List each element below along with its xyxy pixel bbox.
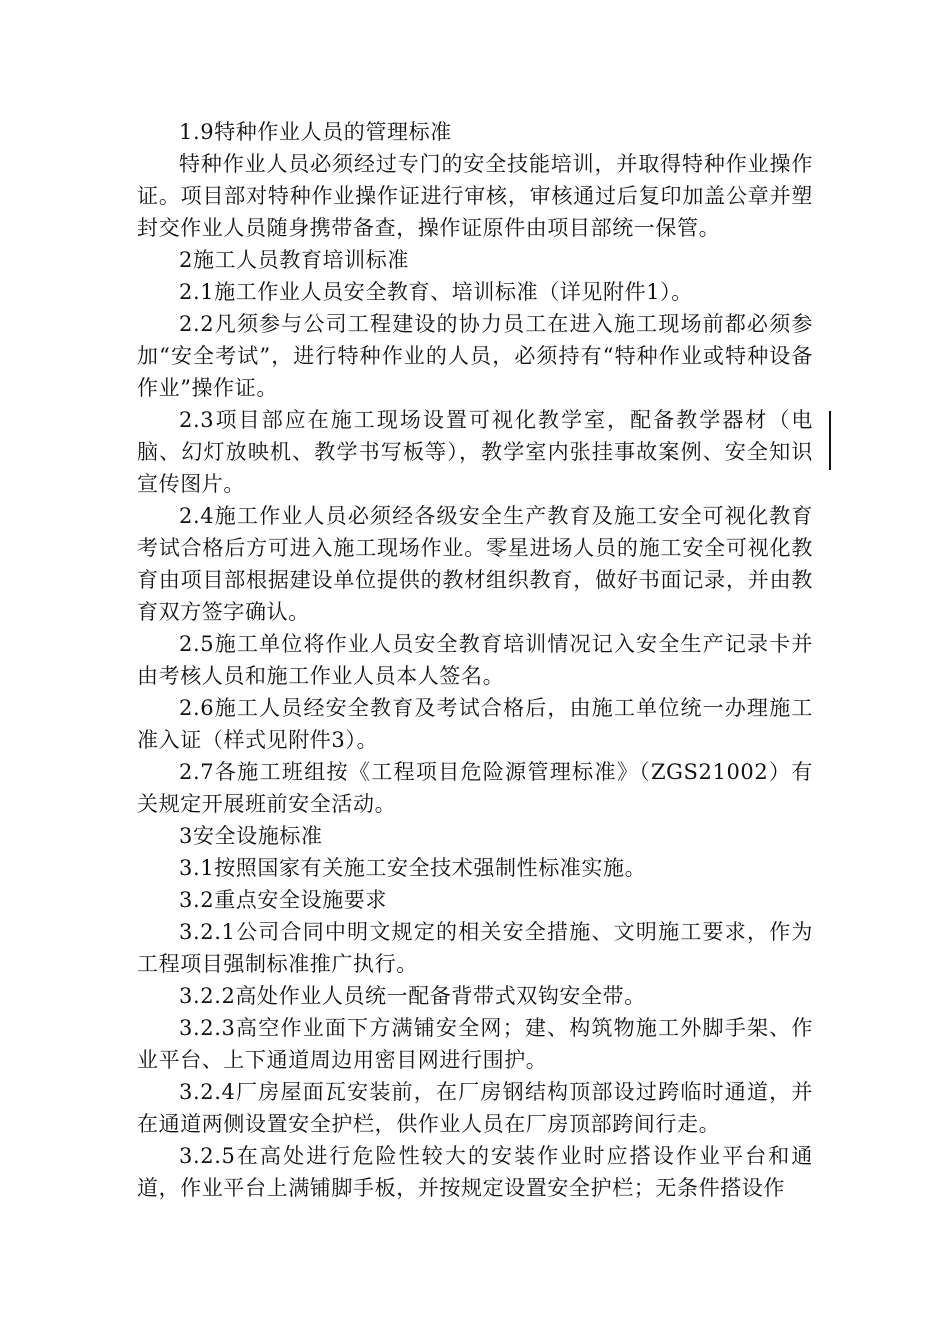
heading-3: 3安全设施标准 <box>179 824 323 848</box>
paragraph-3-2-4: 3.2.4厂房屋面瓦安装前，在厂房钢结构顶部设过跨临时通道，并在通道两侧设置安全护栏，供作业人员在厂房顶部跨间行走。 <box>137 1080 813 1136</box>
paragraph-3-2-5: 3.2.5在高处进行危险性较大的安装作业时应搭设作业平台和通道，作业平台上满铺脚手板，并按规定设置安全护栏；无条件搭设作 <box>137 1144 813 1200</box>
paragraph-3-2-1: 3.2.1公司合同中明文规定的相关安全措施、文明施工要求，作为工程项目强制标准推广执行。 <box>137 920 813 976</box>
heading-2: 2施工人员教育培训标准 <box>179 248 409 272</box>
paragraph-special-workers: 特种作业人员必须经过专门的安全技能培训，并取得特种作业操作证。项目部对特种作业操作证进行审核，审核通过后复印加盖公章并塑封交作业人员随身携带备查，操作证原件由项目部统一保管。 <box>137 152 813 240</box>
paragraph-2-3: 2.3项目部应在施工现场设置可视化教学室，配备教学器材（电脑、幻灯放映机、教学书写板等），教学室内张挂事故案例、安全知识宣传图片。 <box>137 408 813 496</box>
paragraph-3-2-3: 3.2.3高空作业面下方满铺安全网；建、构筑物施工外脚手架、作业平台、上下通道周边用密目网进行围护。 <box>137 1016 813 1072</box>
paragraph-2-6: 2.6施工人员经安全教育及考试合格后，由施工单位统一办理施工准入证（样式见附件3）。 <box>137 696 813 752</box>
paragraph-3-2-2: 3.2.2高处作业人员统一配备背带式双钩安全带。 <box>179 984 646 1008</box>
paragraph-3-2: 3.2重点安全设施要求 <box>179 888 387 912</box>
paragraph-2-5: 2.5施工单位将作业人员安全教育培训情况记入安全生产记录卡并由考核人员和施工作业人员本人签名。 <box>137 632 813 688</box>
revision-margin-bar <box>829 411 831 470</box>
heading-1-9: 1.9特种作业人员的管理标准 <box>179 120 452 144</box>
paragraph-2-4: 2.4施工作业人员必须经各级安全生产教育及施工安全可视化教育考试合格后方可进入施工现场作业。零星进场人员的施工安全可视化教育由项目部根据建设单位提供的教材组织教育，做好书面记录，并由教育双方签字确认。 <box>137 504 813 624</box>
paragraph-3-1: 3.1按照国家有关施工安全技术强制性标准实施。 <box>179 856 647 880</box>
paragraph-2-1: 2.1施工作业人员安全教育、培训标准（详见附件1）。 <box>179 280 693 304</box>
paragraph-2-7: 2.7各施工班组按《工程项目危险源管理标准》（ZGS21002）有关规定开展班前安全活动。 <box>137 760 813 816</box>
document-body <box>137 116 813 1204</box>
paragraph-2-2: 2.2凡须参与公司工程建设的协力员工在进入施工现场前都必须参加“安全考试”，进行特种作业的人员，必须持有“特种作业或特种设备作业”操作证。 <box>137 312 813 400</box>
